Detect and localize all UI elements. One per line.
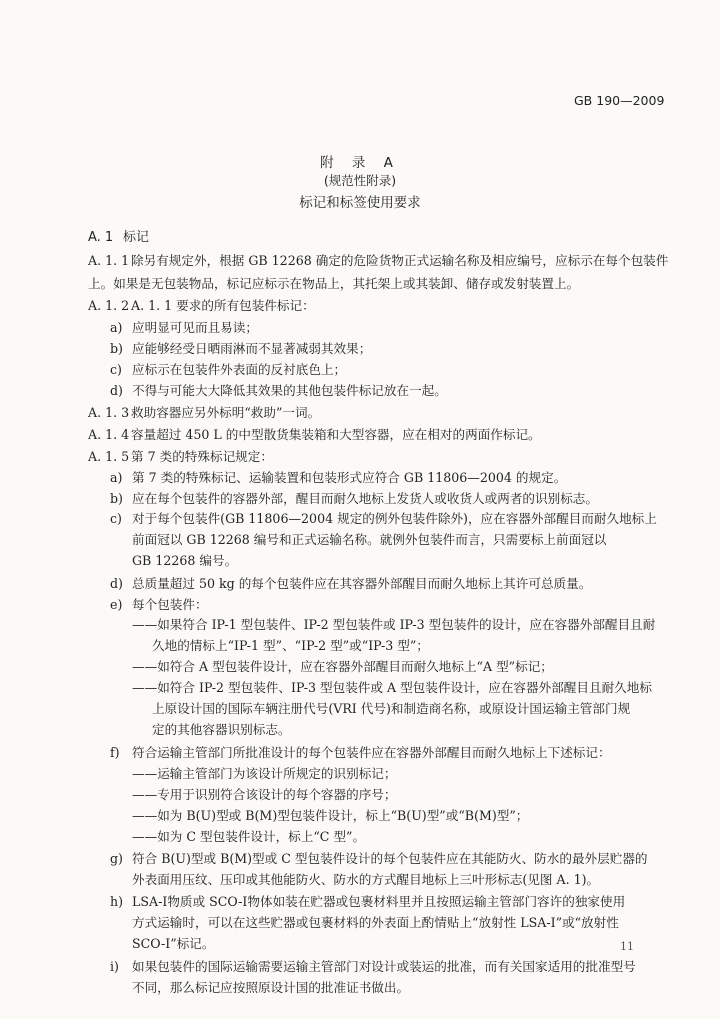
body-text-line: 应能够经受日晒雨淋而不显著减弱其效果； [132, 341, 372, 356]
body-text-line: 第 7 类的特殊标记、运输装置和包装形式应符合 GB 11806—2004 的规定。 [132, 470, 567, 485]
body-text-line: ——如为 B(U)型或 B(M)型包装件设计，标上“B(U)型”或“B(M)型”； [132, 808, 529, 823]
clause-number: c) [110, 511, 122, 526]
body-text-line: 每个包装件： [132, 597, 208, 612]
body-text-line: ——如符合 A 型包装件设计，应在容器外部醒目而耐久地标上“A 型”标记； [132, 659, 553, 674]
clause-number: A. 1. 1 [88, 253, 130, 268]
body-text-line: 久地的情标上“IP-1 型”、“IP-2 型”或“IP-3 型”； [152, 638, 429, 653]
body-text-line: ——专用于识别符合该设计的每个容器的序号； [132, 787, 397, 802]
body-text-line: 不同，那么标记应按照原设计国的批准证书做出。 [132, 980, 410, 995]
body-text-line: ——运输主管部门为该设计所规定的识别标记； [132, 766, 397, 781]
body-text-line: ——如为 C 型包装件设计，标上“C 型”。 [132, 829, 366, 844]
section-number: A. 1 [88, 230, 114, 245]
body-text-line: 对于每个包装件(GB 11806—2004 规定的例外包装件除外)，应在容器外部醒目而耐久地标上 [132, 511, 657, 526]
clause-number: d) [110, 383, 123, 398]
body-text-line: 外表面用压纹、压印或其他能防火、防水的方式醒目地标上三叶形标志(见图 A. 1)。 [132, 872, 600, 887]
body-text-line: 不得与可能大大降低其效果的其他包装件标记放在一起。 [132, 383, 447, 398]
body-text-line: ——如果符合 IP-1 型包装件、IP-2 型包装件或 IP-3 型包装件的设计，应在容器外部醒目且耐 [132, 617, 656, 632]
annex-type: (规范性附录) [323, 173, 397, 188]
clause-number: A. 1. 5 [88, 449, 130, 464]
body-text-line: 符合 B(U)型或 B(M)型或 C 型包装件设计的每个包装件应在其能防火、防水的最外层贮器的 [132, 851, 648, 866]
body-text-line: LSA-Ⅰ物质或 SCO-Ⅰ物体如装在贮器或包裹材料里并且按照运输主管部门容许的独家使用 [132, 894, 626, 909]
body-text-line: GB 12268 编号。 [132, 553, 238, 568]
body-text-line: 上。如果是无包装物品，标记应标示在物品上，其托架上或其装卸、储存或发射装置上。 [88, 276, 580, 291]
body-text-line: A. 1. 1 要求的所有包装件标记： [131, 298, 315, 313]
clause-number: g) [110, 851, 123, 866]
clause-number: A. 1. 2 [88, 298, 130, 313]
body-text-line: 上原设计国的国际车辆注册代号(VRI 代号)和制造商名称，或原设计国运输主管部门规 [152, 701, 631, 716]
body-text-line: 总质量超过 50 kg 的每个包装件应在其容器外部醒目而耐久地标上其许可总质量。 [132, 576, 592, 591]
clause-number: c) [110, 362, 122, 377]
annex-name: 标记和标签使用要求 [299, 195, 421, 211]
section-heading [88, 226, 149, 245]
body-text-line: 前面冠以 GB 12268 编号和正式运输名称。就例外包装件而言，只需要标上前面冠以 [132, 532, 607, 547]
body-text-line: 应在每个包装件的容器外部，醒目而耐久地标上发货人或收货人或两者的识别标志。 [132, 491, 598, 506]
clause-number: d) [110, 576, 123, 591]
section-title: 标记 [123, 230, 150, 245]
body-text-line: 除另有规定外，根据 GB 12268 确定的危险货物正式运输名称及相应编号，应标示在每个包装件 [131, 253, 669, 268]
clause-number: b) [110, 341, 123, 356]
body-text-line: SCO-Ⅰ”标记。 [132, 936, 215, 951]
body-text-line: ——如符合 IP-2 型包装件、IP-3 型包装件或 A 型包装件设计，应在容器外部醒目且耐久地标 [132, 680, 652, 695]
standard-number: GB 190—2009 [574, 93, 665, 108]
body-text-line: 方式运输时，可以在这些贮器或包裹材料的外表面上酌情贴上“放射性 LSA-Ⅰ”或“放射性 [132, 915, 619, 930]
body-text-line: 应明显可见而且易读； [132, 320, 258, 335]
clause-number: h) [110, 894, 124, 909]
clause-number: e) [110, 597, 123, 612]
body-text-line: 应标示在包装件外表面的反衬底色上； [132, 362, 347, 377]
clause-number: f) [110, 745, 120, 760]
clause-number: A. 1. 3 [88, 405, 130, 420]
body-text-line: 如果包装件的国际运输需要运输主管部门对设计或装运的批准，而有关国家适用的批准型号 [132, 959, 636, 974]
clause-number: a) [110, 470, 123, 485]
clause-number: i) [110, 959, 119, 974]
body-text-line: 容量超过 450 L 的中型散货集装箱和大型容器，应在相对的两面作标记。 [131, 427, 541, 442]
annex-title: 附 录 A [320, 155, 400, 171]
clause-number: a) [110, 320, 123, 335]
page-number: 11 [620, 940, 634, 953]
body-text-line: 定的其他容器识别标志。 [152, 722, 291, 737]
body-text-line: 符合运输主管部门所批准设计的每个包装件应在容器外部醒目而耐久地标上下述标记： [132, 745, 611, 760]
body-text-line: 救助容器应另外标明“救助”一词。 [131, 405, 321, 420]
clause-number: A. 1. 4 [88, 427, 130, 442]
body-text-line: 第 7 类的特殊标记规定： [131, 449, 273, 464]
clause-number: b) [110, 491, 123, 506]
